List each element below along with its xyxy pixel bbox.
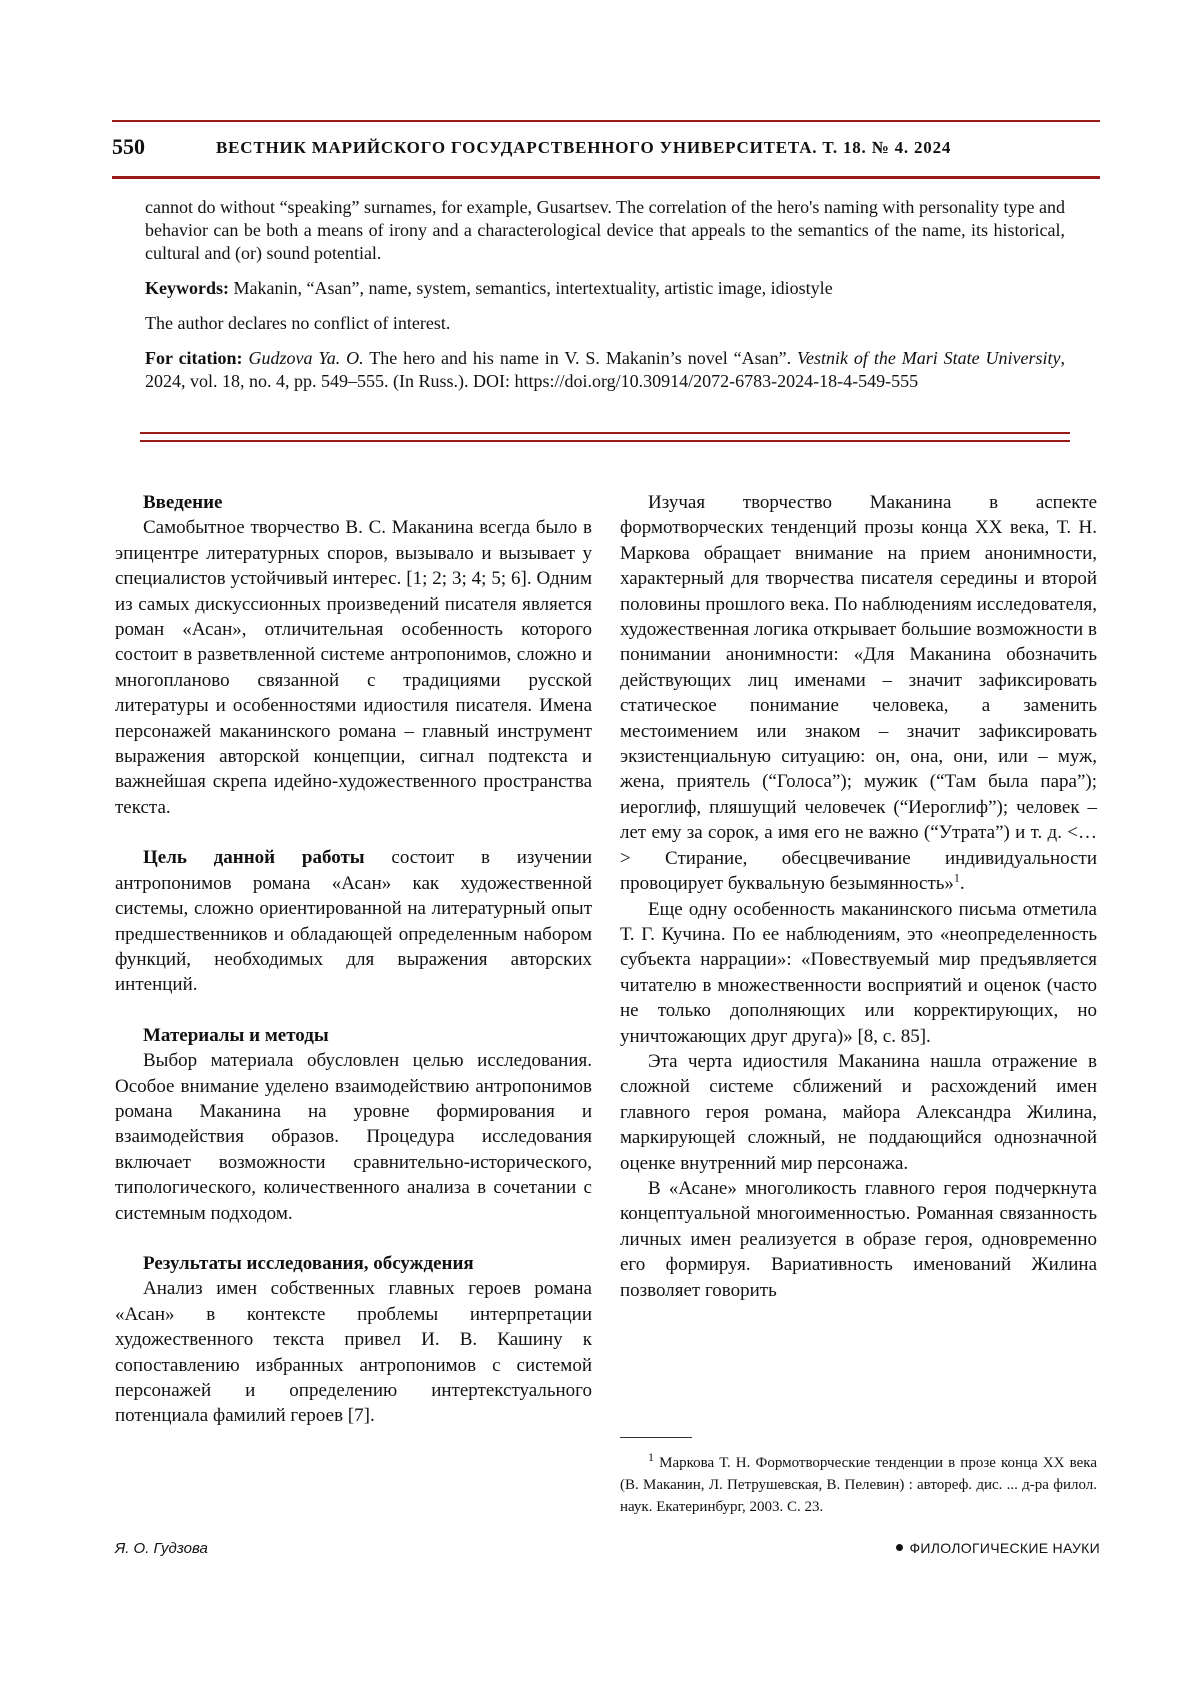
footnote-ref[interactable]: 1: [953, 870, 960, 885]
kuchina-paragraph: Еще одну особенность маканинского письма отметила Т. Г. Кучина. По ее наблюдениям, это «неопределенность субъекта наррации»: «Повествуемый мир предъявляется читателю в множественности восприятий и оценок (часто не только дополняющих или корректирующих, но уничтожающих друг друга)» [8, с. 85].: [620, 898, 1097, 1047]
footnote-text: Маркова Т. Н. Формотворческие тенденции в прозе конца XX века (В. Маканин, Л. Петрушевская, В. Пелевин) : автореф. дис. ... д-ра филол. наук. Екатеринбург, 2003. С. 23.: [620, 1455, 1097, 1515]
abstract-block: [145, 196, 1065, 405]
results-paragraph: Анализ имен собственных главных героев романа «Асан» в контексте проблемы интерпретации художественного текста привел И. В. Кашину к сопоставлению избранных антропонимов с системой персонажей и определению интертекстуального потенциала фамилий героев [7].: [115, 1278, 592, 1427]
footer-section: [896, 1540, 1100, 1556]
page-header: [112, 120, 1100, 180]
keywords-text: Makanin, “Asan”, name, system, semantics, intertextuality, artistic image, idiostyle: [229, 278, 833, 298]
footnote: [620, 1452, 1097, 1518]
citation-label: For citation:: [145, 348, 243, 368]
conflict-statement: The author declares no conflict of interest.: [145, 313, 451, 333]
asan-paragraph: В «Асане» многоликость главного героя подчеркнута концептуальной многоименностью. Романная связанность личных имен реализуется в образе героя, одновременно его формируя. Вариативность именований Жилина позволяет говорить: [620, 1177, 1097, 1301]
citation-journal: Vestnik of the Mari State University: [797, 348, 1061, 368]
intro-heading: Введение: [143, 492, 223, 513]
methods-heading: Материалы и методы: [143, 1024, 329, 1046]
citation-title: The hero and his name in V. S. Makanin’s novel “Asan”.: [363, 348, 798, 368]
header-top-rule: [112, 120, 1100, 122]
footnote-rule: [620, 1437, 692, 1438]
footnote-number: 1: [648, 1450, 654, 1464]
abstract-divider: [140, 432, 1070, 442]
keywords-label: Keywords:: [145, 278, 229, 298]
left-column: [115, 490, 592, 1429]
results-heading: Результаты исследования, обсуждения: [143, 1252, 474, 1274]
right-column: [620, 490, 1097, 1303]
markova-text: Изучая творчество Маканина в аспекте формотворческих тенденций прозы конца XX века, Т. Н. Маркова обращает внимание на прием анонимности, характерный для творчества писателя середины и второй половины прошлого века. По наблюдениям исследователя, художественная логика открывает большие возможности в понимании анонимности: «Для Маканина обозначить действующих лиц именами – значит зафиксировать статическое понимание человека, а заменить местоимением или знаком – значит зафиксировать экзистенциальную ситуацию: он, она, они, или – муж, жена, приятель (“Голоса”); мужик (“Там была пара”); иероглиф, пляшущий человечек (“Иероглиф”); человек – лет ему за сорок, а имя его не важно (“Утрата”) и т. д. <…> Стирание, обесцвечивание индивидуальности провоцирует буквальную безымянность»: [620, 492, 1097, 895]
aim-label: Цель данной работы: [143, 847, 365, 869]
aim-paragraph: [115, 845, 592, 997]
header-bottom-rule: [112, 176, 1100, 179]
journal-title: ВЕСТНИК МАРИЙСКОГО ГОСУДАРСТВЕННОГО УНИВЕРСИТЕТА. Т. 18. № 4. 2024: [216, 138, 952, 157]
footer-section-label: ФИЛОЛОГИЧЕСКИЕ НАУКИ: [909, 1540, 1100, 1556]
page-number: 550: [112, 134, 145, 159]
citation-author: Gudzova Ya. O.: [248, 348, 364, 368]
intro-paragraph: Самобытное творчество В. С. Маканина всегда было в эпицентре литературных споров, вызывало и вызывает у специалистов устойчивый интерес. [1; 2; 3; 4; 5; 6]. Одним из самых дискуссионных произведений писателя является роман «Асан», отличительная особенность которого состоит в разветвленной системе антропонимов, сложно и многопланово связанной с традициями русской литературы и особенностями идиостиля писателя. Имена персонажей маканинского романа – главный инструмент выражения авторской концепции, сигнал подтекста и важнейшая скрепа идейно-художественного пространства текста.: [115, 517, 592, 818]
citation-rest: , 2024, vol. 18, no. 4, pp. 549–555. (In Russ.). DOI: https://doi.org/10.30914/2072-6783-2024-18-4-549-555: [145, 348, 1066, 391]
abstract-continuation: cannot do without “speaking” surnames, for example, Gusartsev. The correlation of the hero's naming with personality type and behavior can be both a means of irony and a characterological device that appeals to the semantics of the name, its historical, cultural and (or) sound potential.: [145, 197, 1065, 263]
aim-text: состоит в изучении антропонимов романа «Асан» как художественной системы, сложно ориентированной на литературный опыт предшественников и обладающей определенным набором функций, необходимых для выражения авторских интенций.: [115, 847, 592, 996]
keywords: [145, 277, 1065, 300]
footer-author: Я. О. Гудзова: [115, 1540, 208, 1557]
idiostyle-paragraph: Эта черта идиостиля Маканина нашла отражение в сложной системе сближений и расхождений имен главного героя романа, майора Александра Жилина, маркирующей сложный, не поддающийся однозначной оценке внутренний мир персонажа.: [620, 1050, 1097, 1174]
bullet-icon: [896, 1544, 903, 1551]
markova-paragraph: [620, 490, 1097, 897]
citation: [145, 347, 1065, 393]
markova-end: .: [959, 873, 965, 895]
methods-paragraph: Выбор материала обусловлен целью исследования. Особое внимание уделено взаимодействию антропонимов романа Маканина на уровне формирования и взаимодействия образов. Процедура исследования включает возможности сравнительно-исторического, типологического, количественного анализа в сочетании с системным подходом.: [115, 1050, 592, 1224]
